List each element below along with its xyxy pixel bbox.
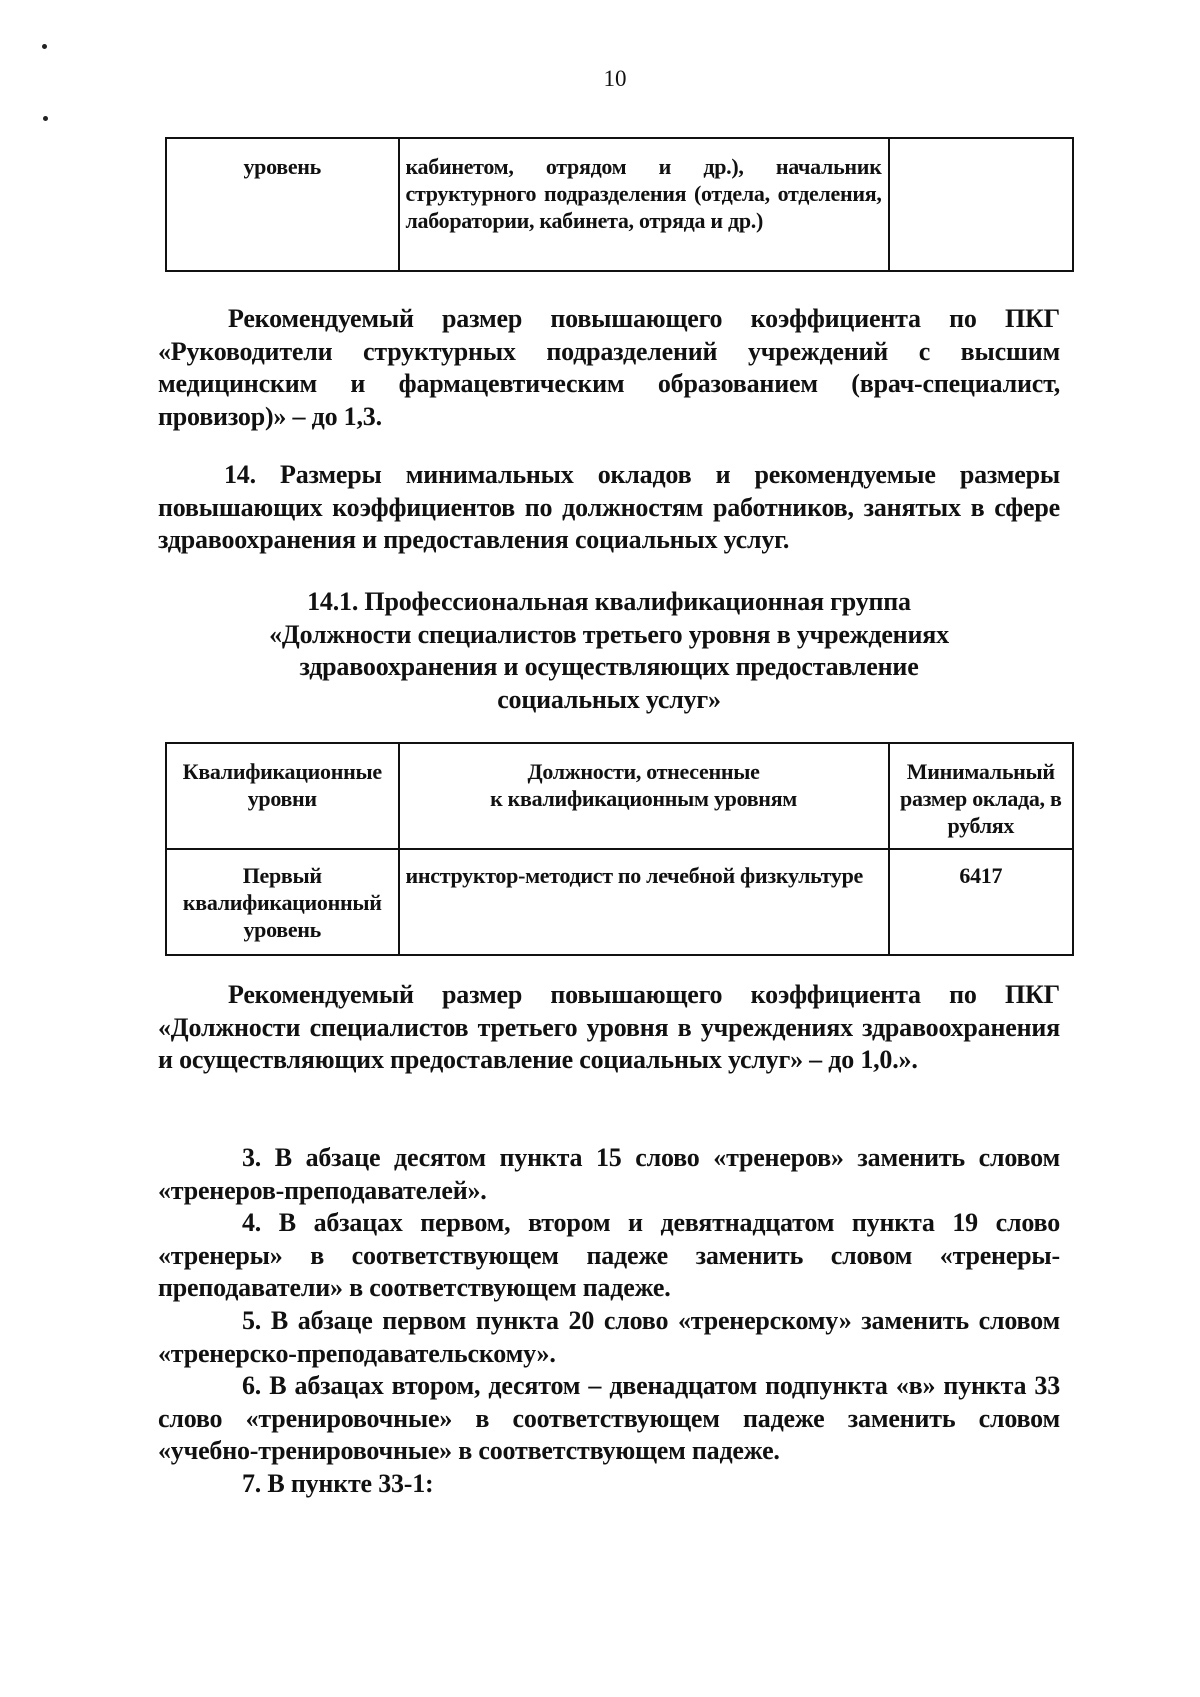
table-row (166, 849, 1073, 955)
paragraph-text: Рекомендуемый размер повышающего коэффициента по ПКГ «Руководители структурных подразделений учреждений с высшим медицинским и фармацевтическим образованием (врач-специалист, провизор)» – до 1,3. (158, 304, 1060, 431)
recommended-coefficient-paragraph (158, 303, 1060, 433)
scan-speck (42, 44, 47, 49)
paragraph-text: 14. Размеры минимальных окладов и рекомендуемые размеры повышающих коэффициентов по должностям работников, занятых в сфере здравоохранения и предоставления социальных услуг. (158, 460, 1060, 554)
heading-line: «Должности специалистов третьего уровня в учреждениях (269, 619, 949, 649)
scan-speck (43, 116, 48, 121)
recommended-coefficient-paragraph (158, 979, 1060, 1077)
list-item-text: 6. В абзацах втором, десятом – двенадцатом подпункта «в» пункта 33 слово «тренировочные» в соответствующем падеже заменить словом «учебно-тренировочные» в соответствующем падеже. (158, 1371, 1060, 1465)
column-header-salary: Минимальный размер оклада, в рублях (889, 743, 1073, 849)
continuation-table (165, 137, 1074, 272)
list-item-text: 3. В абзаце десятом пункта 15 слово «тренеров» заменить словом «тренеров-преподавателей». (158, 1143, 1060, 1205)
qualification-table (165, 742, 1074, 956)
table-header-row (166, 743, 1073, 849)
list-item (158, 1142, 1060, 1207)
column-header-positions (399, 743, 889, 849)
column-header-levels: Квалификационные уровни (166, 743, 399, 849)
list-item (158, 1468, 1060, 1501)
table-cell-level: Первый квалификационный уровень (166, 849, 399, 955)
header-line: Должности, отнесенные (527, 759, 760, 784)
table-cell-position: инструктор-методист по лечебной физкультуре (399, 849, 889, 955)
list-item (158, 1370, 1060, 1468)
list-item (158, 1305, 1060, 1370)
table-cell-positions: кабинетом, отрядом и др.), начальник структурного подразделения (отдела, отделения, лаборатории, кабинета, отряда и др.) (399, 138, 889, 271)
header-line: к квалификационным уровням (490, 786, 797, 811)
heading-line: здравоохранения и осуществляющих предоставление (299, 652, 919, 681)
table-row (166, 138, 1073, 271)
list-item-text: 5. В абзаце первом пункта 20 слово «тренерскому» заменить словом «тренерско-преподавательскому». (158, 1306, 1060, 1368)
section-heading (158, 586, 1060, 716)
table-cell-level: уровень (166, 138, 399, 271)
paragraph-text: Рекомендуемый размер повышающего коэффициента по ПКГ «Должности специалистов третьего уровня в учреждениях здравоохранения и осуществляющих предоставление социальных услуг» – до 1,0.». (158, 980, 1060, 1074)
heading-line: социальных услуг» (497, 684, 721, 714)
section-14-paragraph (158, 459, 1060, 557)
page-number: 10 (603, 66, 627, 91)
table-cell-salary (889, 138, 1073, 271)
list-item-text: 4. В абзацах первом, втором и девятнадцатом пункта 19 слово «тренеры» в соответствующем падеже заменить словом «тренеры-преподаватели» в соответствующем падеже. (158, 1208, 1060, 1302)
list-item (158, 1207, 1060, 1305)
list-item-text: 7. В пункте 33-1: (242, 1469, 434, 1498)
table-cell-salary: 6417 (889, 849, 1073, 955)
heading-line: 14.1. Профессиональная квалификационная группа (307, 587, 911, 616)
